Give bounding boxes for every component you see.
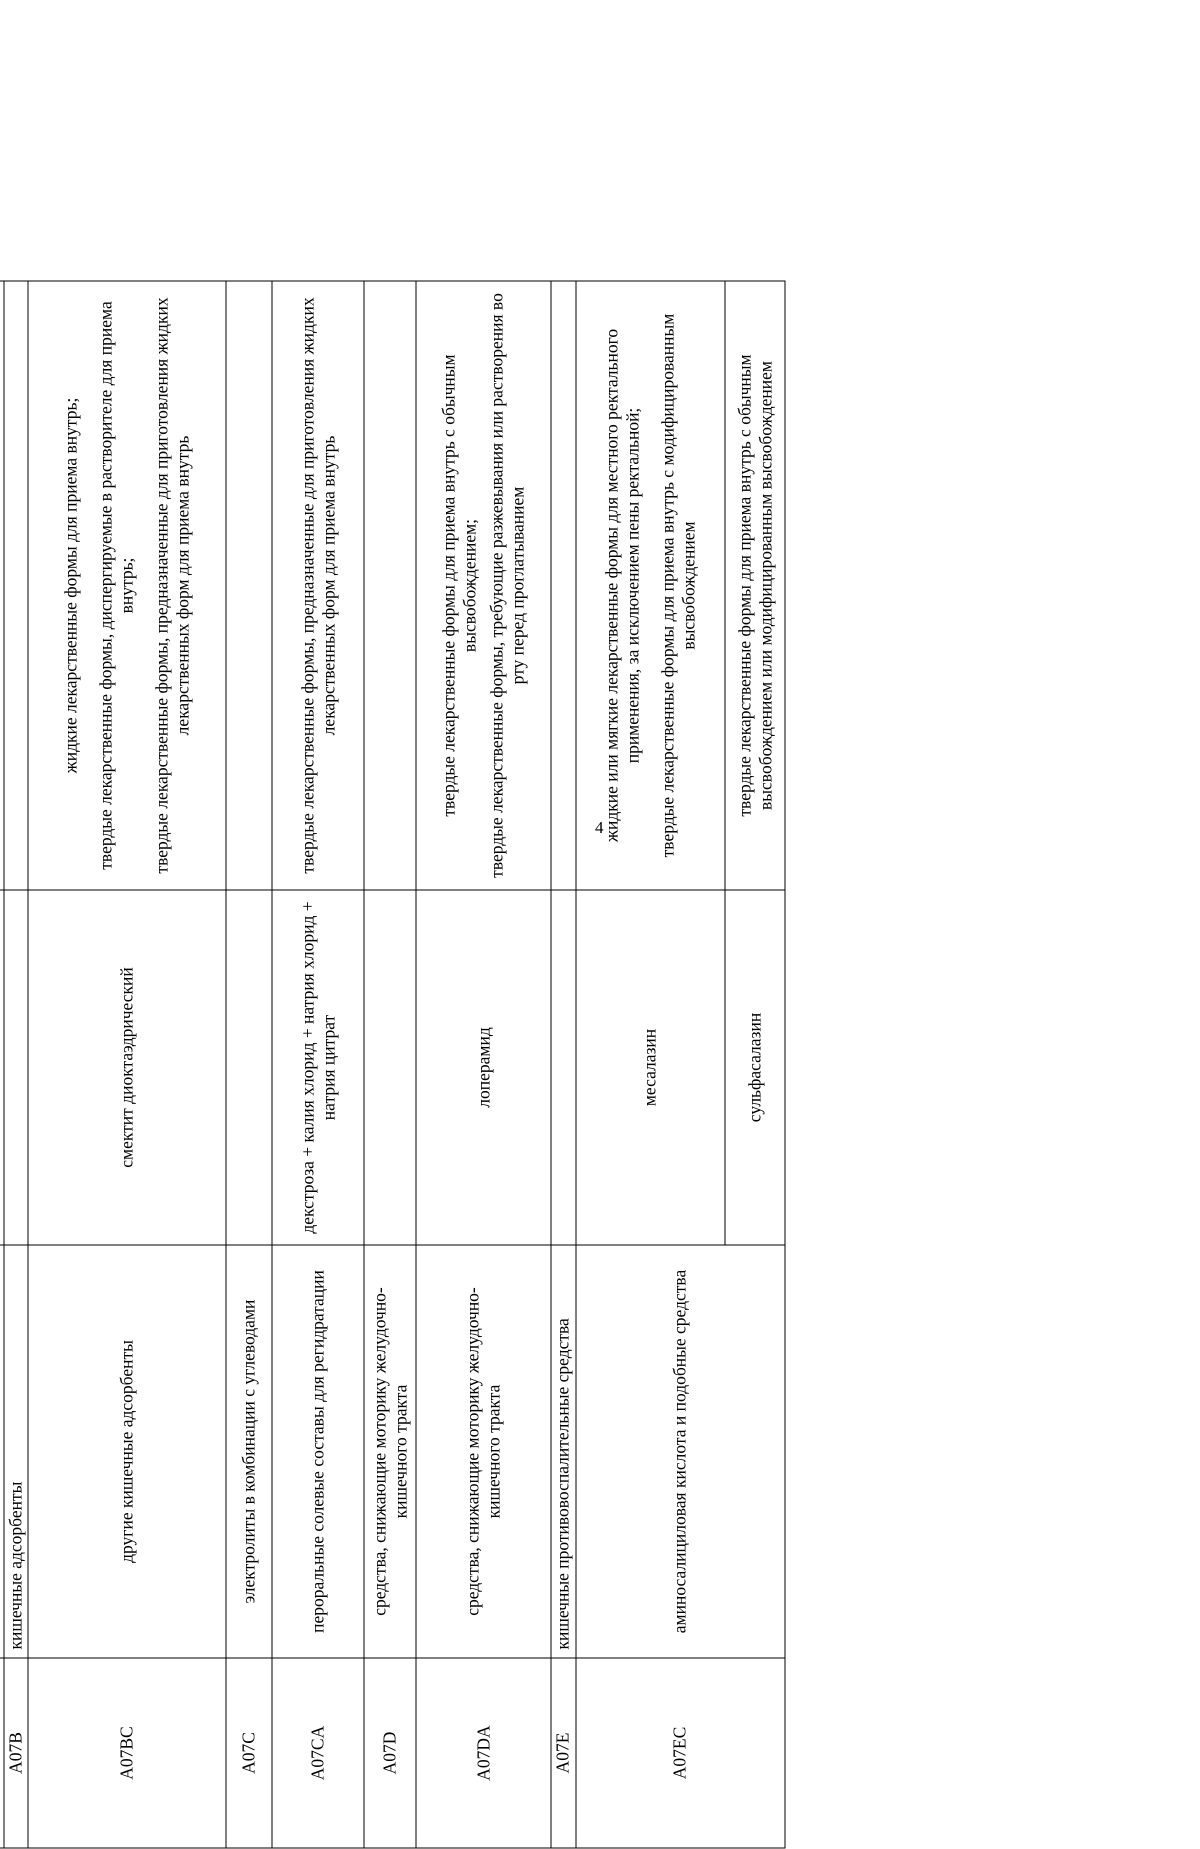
atc-code: A07DA [416,1658,551,1848]
atc-code: A07EC [576,1658,785,1848]
dosage-form: твердые лекарственные формы для приема внутрь с обычным высвобождением или модифицированным высвобождением [734,354,776,817]
dosage-form: твердые лекарственные формы, предназначенные для приготовления жидких лекарственных форм для приема внутрь [297,297,338,874]
medicine-name: сульфасалазин [725,890,785,1245]
dosage-forms [272,281,364,890]
dosage-forms [364,281,416,890]
table-row [576,281,726,1848]
table-row [416,281,551,1848]
class-name: электролиты в комбинации с углеводами [226,1245,273,1658]
dosage-forms [28,281,225,890]
atc-code: A07B [4,1658,28,1848]
dosage-forms [416,281,551,890]
table-row [226,281,273,1848]
dosage-forms [725,281,785,890]
dosage-form: твердые лекарственные формы, предназначенные для приготовления жидких лекарственных форм для приема внутрь [151,297,193,874]
dosage-forms [4,281,28,890]
dosage-form: жидкие лекарственные формы для приема внутрь; [60,397,81,774]
medicine-name: смектит диоктаэдрический [28,890,225,1245]
class-name: кишечные противовоспалительные средства [551,1245,575,1658]
table-row [272,281,364,1848]
table-row [4,281,28,1848]
medicine-name [226,890,273,1245]
class-name: аминосалициловая кислота и подобные средства [576,1245,785,1658]
table-row [551,281,575,1848]
class-name: пероральные солевые составы для регидратации [272,1245,364,1658]
table-row [364,281,416,1848]
medicines-table [0,281,786,1849]
dosage-form: твердые лекарственные формы, диспергируемые в растворителе для приема внутрь; [95,301,137,870]
dosage-form: твердые лекарственные формы для приема внутрь с модифицированным высвобождением [657,313,699,858]
atc-code: A07D [364,1658,416,1848]
class-name: средства, снижающие моторику желудочно-кишечного тракта [364,1245,416,1658]
medicine-name: лоперамид [416,890,551,1245]
class-name: средства, снижающие моторику желудочно-кишечного тракта [416,1245,551,1658]
medicine-name [364,890,416,1245]
medicine-name [4,890,28,1245]
class-name: другие кишечные адсорбенты [28,1245,225,1658]
page-number: 4 [595,818,604,837]
atc-code: A07BC [28,1658,225,1848]
class-name: кишечные адсорбенты [4,1245,28,1658]
dosage-forms [226,281,273,890]
dosage-form: жидкие или мягкие лекарственные формы для местного ректального применения, за исключением пены ректальной; [601,328,643,843]
medicine-name [551,890,575,1245]
atc-code: A07CA [272,1658,364,1848]
medicine-name: декстроза + калия хлорид + натрия хлорид + натрия цитрат [272,890,364,1245]
atc-code: A07C [226,1658,273,1848]
rotated-page-content [0,282,786,1849]
dosage-forms [551,281,575,890]
dosage-forms [576,281,726,890]
dosage-form: твердые лекарственные формы для приема внутрь с обычным высвобождением; [438,354,480,817]
dosage-form: твердые лекарственные формы, требующие разжевывания или растворения во рту перед проглатыванием [486,293,528,878]
table-row [28,281,225,1848]
atc-code: A07E [551,1658,575,1848]
medicine-name: месалазин [576,890,726,1245]
